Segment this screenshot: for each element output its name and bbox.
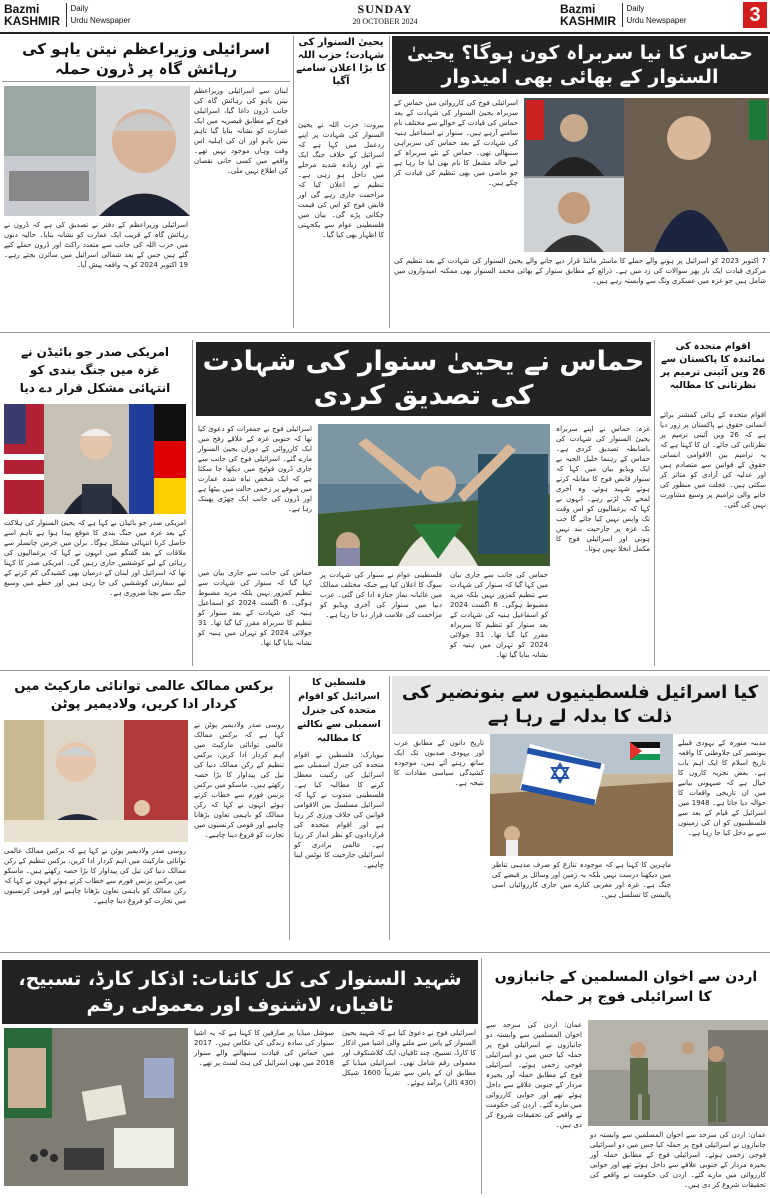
hamas-successor-col-2: 7 اکتوبر 2023 کو اسرائیل پر ہونے والے حملے کا ماسٹر مائنڈ قرار دیے جانے والے یحییٰ السنوار کی شہادت کے بعد تنظیم کی مرکزی قیادت ایک بار پھر سوالات کی زد میں ہے۔ ذرائع کے مطابق سنوار کے بھائی محمد السنوار بھی ممکنہ امیدواروں میں شامل ہیں جو غزہ میں عسکری ونگ سے وابستہ رہے ہیں۔ bbox=[394, 257, 766, 285]
section-rule bbox=[0, 952, 770, 953]
headline-jordan: اردن سے اخوان المسلمین کے جانبازوں کا اسرائیلی فوج پر حملہ bbox=[484, 958, 768, 1016]
photo-hamas-leaders bbox=[524, 98, 769, 252]
belongings-text-1: اسرائیلی فوج نے دعویٰ کیا ہے کہ شہید یحییٰ السنوار کے پاس سے ملنے والی اشیا میں اذکار کا کارڈ، تسبیح، چند ٹافیاں، ایک کلاشنکوف اور معمولی رقم شامل تھی۔ اسرائیلی میڈیا کے مطابق ان کے پاس سے تقریباً 1600 شیکل (430 ڈالر) برآمد ہوئے۔ bbox=[342, 1029, 476, 1087]
netanyahu-text-1: لبنان سے اسرائیلی وزیراعظم نیتن یاہو کی رہائش گاہ کی جانب ڈرون داغا گیا، اسرائیلی فوج کے مطابق قیصریہ میں ایک عمارت کو نشانہ بنایا گیا تاہم نیتن یاہو اور ان کی اہلیہ اس وقت وہاں موجود نہیں تھے۔ واقعے میں کسی جانی نقصان کی اطلاع نہیں ملی۔ bbox=[194, 87, 288, 175]
column-rule bbox=[481, 958, 482, 1194]
brand-name: Bazmi KASHMIR bbox=[560, 2, 616, 28]
brand-right bbox=[560, 3, 686, 27]
photo-sinwar-belongings bbox=[4, 1028, 188, 1186]
jordan-text-2: عمان: اردن کی سرحد سے اخوان المسلمین سے وابستہ دو جانبازوں نے اسرائیلی فوج پر حملہ کیا جس میں دو اسرائیلی فوجی زخمی ہوئے۔ اسرائیلی فوج کے مطابق حملہ آور بحیرہ مردار کے جنوبی علاقے سے داخل ہوئے تھے اور جوابی کارروائی میں مارے گئے۔ اردن کی حکومت نے واقعے کی تحقیقات شروع کر دی ہیں۔ bbox=[486, 1021, 582, 1129]
column-rule bbox=[389, 36, 390, 328]
page-number-badge: 3 bbox=[743, 2, 767, 28]
headline-putin: برکس ممالک عالمی توانائی مارکیٹ میں کردار ادا کریں، ولادیمیر پوٹن bbox=[2, 676, 286, 716]
biden-text: امریکی صدر جو بائیڈن نے کہا ہے کہ یحییٰ السنوار کی ہلاکت کے بعد غزہ میں جنگ بندی کا موقع پیدا ہوا ہے تاہم اسے حاصل کرنا انتہائی مشکل ہوگا۔ برلن میں جرمن چانسلر سے ملاقات کے بعد گفتگو میں انہوں نے کہا کہ یرغمالیوں کی رہائی کے لیے کوششیں جاری رہیں گی۔ امریکی صدر کا کہنا تھا کہ اسرائیل اور لبنان کے درمیان بھی کشیدگی کم کرنے کے لیے سفارتی کوششیں کی جا رہی ہیں اور خطے میں وسیع جنگ سے بچنا ضروری ہے۔ bbox=[4, 519, 186, 597]
headline-un-pakistan: اقوام متحدہ کی نمائندہ کا پاکستان سے 26 ویں آئینی ترمیم پر نظرثانی کا مطالبہ bbox=[660, 341, 766, 391]
column-rule bbox=[389, 676, 390, 940]
banu-nadir-text-2: ماہرین کا کہنا ہے کہ موجودہ تنازع کو صرف مذہبی تناظر میں دیکھنا درست نہیں بلکہ یہ زمین اور وسائل پر قبضے کی جنگ ہے۔ غزہ اور مغربی کنارے میں جاری کارروائیاں اسی پالیسی کا تسلسل ہیں۔ bbox=[492, 861, 671, 899]
main-text-1: غزہ: حماس نے اپنے سربراہ یحییٰ السنوار کی شہادت کی باضابطہ تصدیق کردی ہے۔ حماس کے رہنما خلیل الحیہ نے ایک ویڈیو بیان میں کہا کہ سنوار قابض فوج کا مقابلہ کرتے ہوئے شہید ہوئے، وہ آخری لمحے تک لڑتے رہے۔ انہوں نے کہا کہ یرغمالیوں کو اس وقت تک واپس نہیں کیا جائے گا جب تک غزہ پر جارحیت بند نہیں ہوتی اور اسرائیلی فوج کا مکمل انخلا نہیں ہوتا۔ bbox=[556, 425, 650, 553]
photo-netanyahu bbox=[4, 86, 190, 216]
column-rule bbox=[654, 340, 655, 666]
headline-sinwar-belongings: شہید السنوار کی کل کائنات: اذکار کارڈ، تسبیح، ٹافیاں، لاشنوف اور معمولی رقم bbox=[2, 960, 478, 1024]
palestine-un-text: نیویارک: فلسطین نے اقوام متحدہ کی جنرل اسمبلی سے اسرائیل کی رکنیت معطل کرنے کا مطالبہ کیا ہے۔ فلسطینی مندوب نے کہا کہ اسرائیل مسلسل بین الاقوامی قوانین کی خلاف ورزی کر رہا ہے اور اقوام متحدہ کی قراردادوں کو نظر انداز کر رہا ہے۔ عالمی برادری کو اسرائیلی جارحیت کا نوٹس لینا چاہیے۔ bbox=[294, 751, 384, 869]
brand-subtitle: Daily Urdu Newspaper bbox=[66, 3, 130, 27]
masthead bbox=[0, 0, 770, 34]
photo-putin bbox=[4, 720, 188, 842]
dateline-date: 20 OCTOBER 2024 bbox=[352, 17, 418, 26]
jordan-text-1: عمان: اردن کی سرحد سے اخوان المسلمین سے وابستہ دو جانبازوں نے اسرائیلی فوج پر حملہ کیا جس میں دو اسرائیلی فوجی زخمی ہوئے۔ اسرائیلی فوج کے مطابق حملہ آور بحیرہ مردار کے جنوبی علاقے سے داخل ہوئے تھے اور جوابی کارروائی میں مارے گئے۔ اردن کی حکومت نے واقعے کی تحقیقات شروع کر دی ہیں۔ bbox=[590, 1131, 766, 1189]
un-pakistan-text: اقوام متحدہ کے ہائی کمشنر برائے انسانی حقوق نے پاکستان پر زور دیا ہے کہ 26 ویں آئینی ترمیم پر نظرثانی کی جائے۔ ان کا کہنا ہے کہ یہ ترامیم بین الاقوامی انسانی حقوق کے قوانین سے متصادم ہیں اور عدلیہ کی آزادی کو متاثر کر سکتی ہیں۔ عجلت میں منظور کی جانے والی ترامیم پر وسیع مشاورت نہیں کی گئی۔ bbox=[660, 411, 766, 509]
headline-palestine-un: فلسطین کا اسرائیل کو اقوام متحدہ کی جنرل اسمبلی سے نکالنے کا مطالبہ bbox=[297, 677, 381, 744]
headline-netanyahu: اسرائیلی وزیراعظم نیتن یاہو کی رہائش گاہ پر ڈرون حملہ bbox=[2, 36, 290, 82]
section-rule bbox=[0, 670, 770, 671]
section-rule bbox=[0, 332, 770, 333]
photo-sinwar bbox=[318, 424, 550, 566]
headline-biden: امریکی صدر جو بائیڈن نے غزہ میں جنگ بندی کو انتہائی مشکل قرار دے دیا bbox=[2, 340, 188, 400]
brand-left bbox=[4, 3, 130, 27]
headline-hamas-successor: حماس کا نیا سربراہ کون ہوگا؟ یحییٰ السنوار کے بھائی بھی امیدوار bbox=[392, 36, 768, 94]
headline-banu-nadir: کیا اسرائیل فلسطینیوں سے بنونضیر کی ذلت کا بدلہ لے رہا ہے bbox=[392, 676, 768, 734]
headline-hezbollah: یحییٰ السنوار کی شہادت؛ حزب اللہ کا بڑا اعلان سامنے آگیا bbox=[296, 37, 386, 87]
main-text-3: حماس کی جانب سے جاری بیان میں کہا گیا کہ سنوار کی شہادت سے تنظیم کمزور نہیں بلکہ مزید مضبوط ہوگی۔ 6 اگست 2024 کو اسماعیل ہنیہ کی شہادت کے بعد سنوار کو تنظیم کا سربراہ مقرر کیا گیا تھا۔ 31 جولائی 2024 کو تہران میں ہنیہ کو نشانہ بنایا گیا تھا۔ bbox=[450, 571, 548, 659]
hamas-successor-col-1: اسرائیلی فوج کی کارروائی میں حماس کے سربراہ یحییٰ السنوار کی شہادت کے بعد حماس کی قیادت کے حوالے سے مختلف نام سامنے آرہے ہیں۔ سنوار نے اسماعیل ہنیہ کی شہادت کے بعد حماس کی سربراہی سنبھالی تھی۔ حماس کے نئے سربراہ کے لیے خالد مشعل کا نام بھی لیا جا رہا ہے جو ماضی میں بھی تنظیم کی قیادت کر چکے ہیں۔ bbox=[394, 99, 518, 187]
column-rule bbox=[192, 340, 193, 666]
headline-main: حماس نے یحییٰ سنوار کی شہادت کی تصدیق کردی bbox=[196, 342, 651, 416]
banu-nadir-text-1: مدینہ منورہ کے یہودی قبیلے بنونضیر کی جلاوطنی کا واقعہ تاریخ اسلام کا ایک اہم باب ہے۔ بعض تجزیہ کاروں کا خیال ہے کہ صیہونی بیانیے میں ان تاریخی واقعات کا حوالہ دیا جاتا ہے۔ 1948 میں اسرائیل کے قیام کے بعد سے فلسطینیوں کو ان کی زمینوں سے بے دخل کیا جا رہا ہے۔ bbox=[678, 739, 766, 837]
column-rule bbox=[289, 676, 290, 940]
netanyahu-text-2: اسرائیلی وزیراعظم کے دفتر نے تصدیق کی ہے کہ ڈرون نے رہائش گاہ کے قریب ایک عمارت کو نشانہ بنایا۔ حالیہ دنوں میں حزب اللہ کی جانب سے متعدد راکٹ اور ڈرون حملے کیے گئے ہیں جس کے بعد شمالی اسرائیل میں سائرن بجتے رہے۔ 19 اکتوبر 2024 کو یہ واقعہ پیش آیا۔ bbox=[4, 221, 188, 269]
photo-biden bbox=[4, 404, 186, 514]
belongings-text-2: سوشل میڈیا پر صارفین کا کہنا ہے کہ یہ اشیا سنوار کی سادہ زندگی کی عکاس ہیں۔ 2017 میں حماس کی قیادت سنبھالنے والے سنوار 2018 میں بھی اسرائیل کی ہٹ لسٹ پر تھے۔ bbox=[194, 1029, 334, 1067]
dateline-day: SUNDAY bbox=[357, 2, 413, 16]
main-text-2: اسرائیلی فوج نے جمعرات کو دعویٰ کیا تھا کہ جنوبی غزہ کے علاقے رفح میں ایک کارروائی کے دوران یحییٰ السنوار مارے گئے۔ اسرائیلی فوج کی جانب سے جاری ڈرون فوٹیج میں دیکھا جا سکتا ہے کہ ایک شخص تباہ شدہ عمارت میں صوفے پر زخمی حالت میں بیٹھا ہے اور ڈرون کی جانب ایک چھڑی پھینک رہا ہے۔ bbox=[198, 425, 312, 513]
column-rule bbox=[293, 36, 294, 328]
putin-text-1: روسی صدر ولادیمیر پوٹن نے کہا ہے کہ برکس ممالک عالمی توانائی مارکیٹ میں اہم کردار ادا کریں، برکس تنظیم کے رکن ممالک دنیا کی تیل کی پیداوار کا بڑا حصہ رکھتے ہیں۔ ماسکو میں برکس بزنس فورم سے خطاب کرتے ہوئے انہوں نے کہا کہ رکن ممالک کو باہمی تعاون بڑھانا چاہیے اور قومی کرنسیوں میں تجارت کو فروغ دینا چاہیے۔ bbox=[194, 721, 284, 839]
putin-text-2: روسی صدر ولادیمیر پوٹن نے کہا ہے کہ برکس ممالک عالمی توانائی مارکیٹ میں اہم کردار ادا کریں، برکس تنظیم کے رکن ممالک دنیا کی تیل کی پیداوار کا بڑا حصہ رکھتے ہیں۔ ماسکو میں برکس بزنس فورم سے خطاب کرتے ہوئے انہوں نے کہا کہ رکن ممالک کو باہمی تعاون بڑھانا چاہیے اور قومی کرنسیوں میں تجارت کو فروغ دینا چاہیے۔ bbox=[4, 847, 186, 905]
dateline bbox=[250, 2, 520, 26]
brand-subtitle: Daily Urdu Newspaper bbox=[622, 3, 686, 27]
main-text-5: حماس کی جانب سے جاری بیان میں کہا گیا کہ سنوار کی شہادت سے تنظیم کمزور نہیں بلکہ مزید مضبوط ہوگی۔ 6 اگست 2024 کو اسماعیل ہنیہ کی شہادت کے بعد سنوار کو تنظیم کا سربراہ مقرر کیا گیا تھا۔ 31 جولائی 2024 کو تہران میں ہنیہ کو نشانہ بنایا گیا تھا۔ bbox=[198, 569, 312, 647]
hezbollah-text: بیروت: حزب اللہ نے یحییٰ السنوار کی شہادت پر اپنے ردعمل میں کہا ہے کہ اسرائیل کے خلاف جنگ ایک نئے اور زیادہ شدید مرحلے میں داخل ہو رہی ہے۔ تنظیم نے اعلان کیا کہ مزاحمت جاری رہے گی اور قابض فوج کو اس کی قیمت چکانی پڑے گی۔ بیان میں فلسطینی عوام سے یکجہتی کا اظہار بھی کیا گیا۔ bbox=[298, 121, 384, 239]
brand-name: Bazmi KASHMIR bbox=[4, 2, 60, 28]
photo-jordan-soldiers bbox=[588, 1020, 768, 1126]
photo-israel-flag bbox=[490, 734, 673, 856]
banu-nadir-text-3: تاریخ دانوں کے مطابق عرب اور یہودی صدیوں تک ایک ساتھ رہتے آئے ہیں، موجودہ کشیدگی سیاسی مفادات کا نتیجہ ہے۔ bbox=[394, 739, 484, 787]
main-text-4: فلسطینی عوام نے سنوار کی شہادت پر سوگ کا اعلان کیا ہے جبکہ مختلف ممالک میں غائبانہ نماز جنازہ ادا کی گئی۔ عرب دنیا میں سنوار کی آخری ویڈیو کو مزاحمت کی علامت قرار دیا جا رہا ہے۔ bbox=[320, 571, 442, 619]
